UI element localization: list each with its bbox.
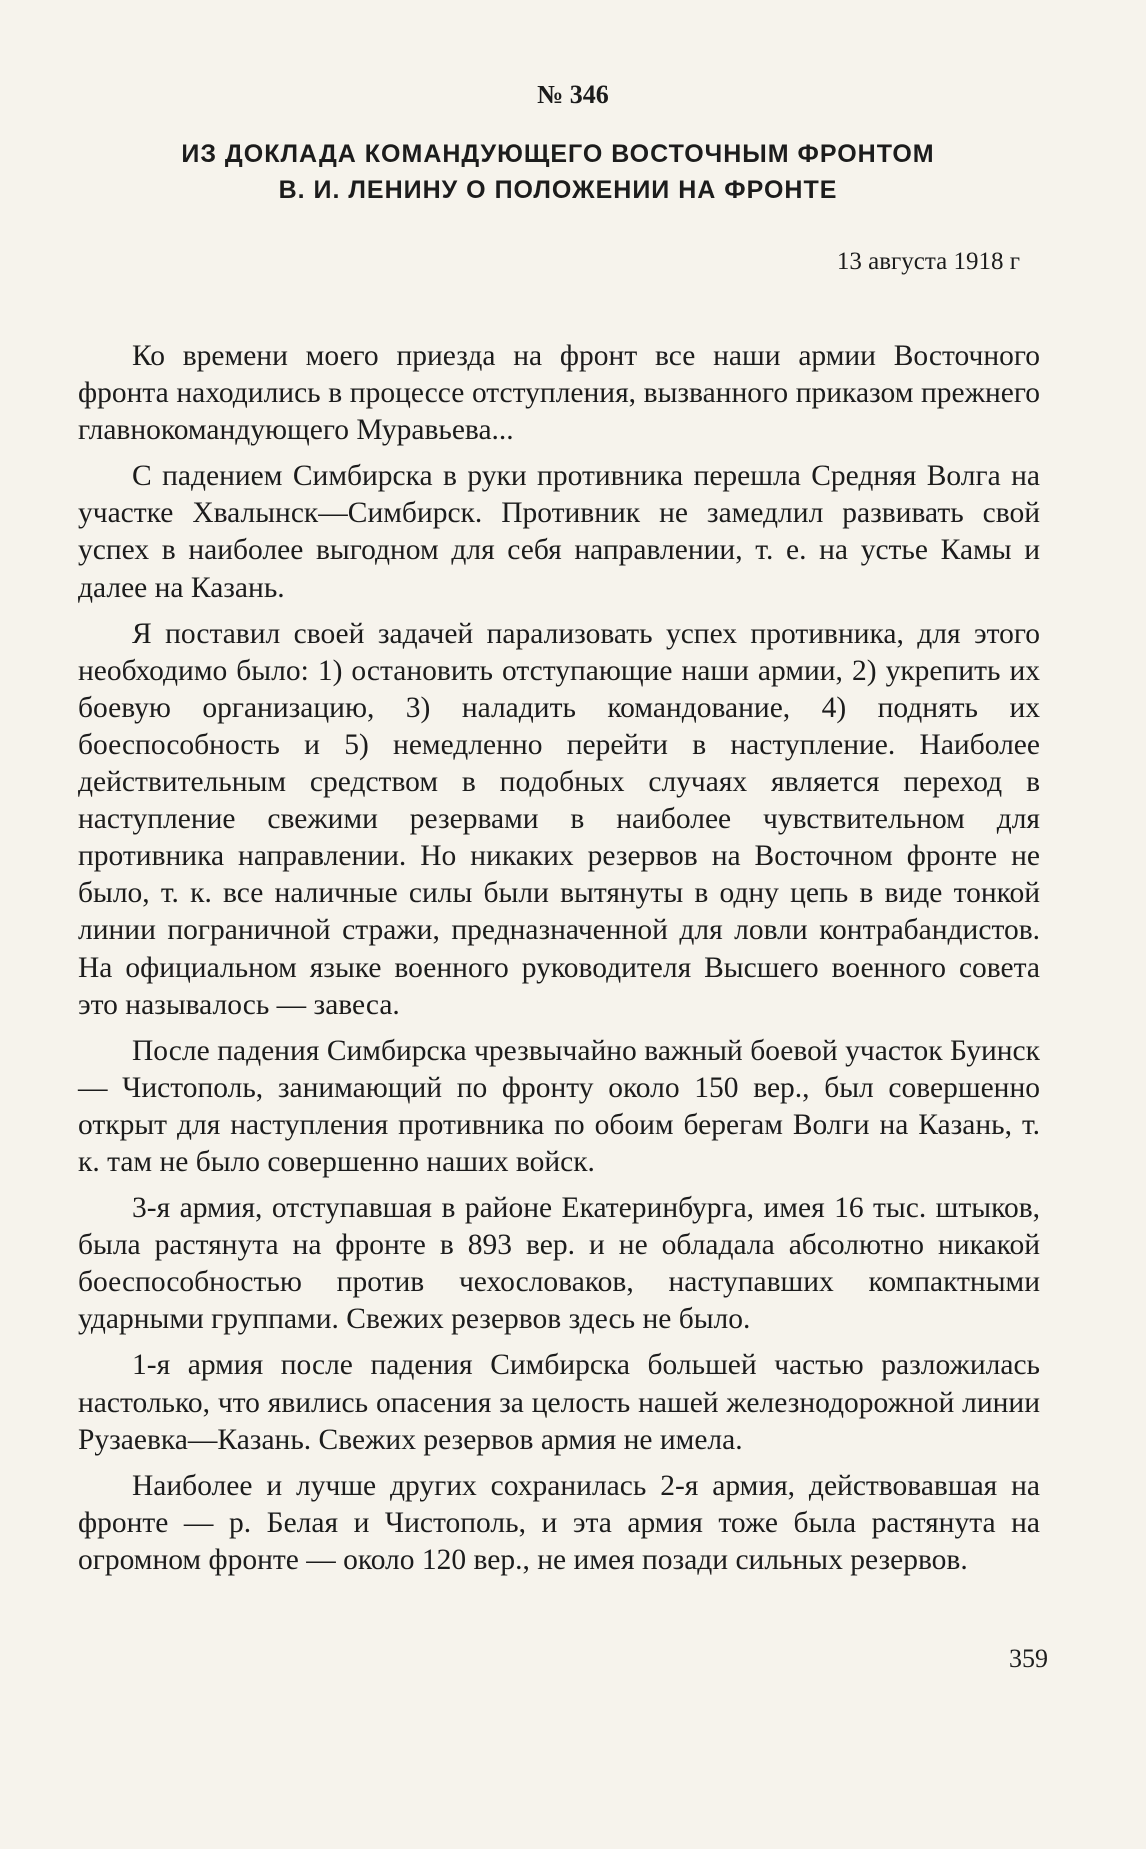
document-number: № 346	[537, 80, 609, 109]
document-date: 13 августа 1918 г	[836, 248, 1020, 275]
document-title	[60, 136, 1056, 208]
document-body	[78, 338, 1040, 1588]
title-line: ИЗ ДОКЛАДА КОМАНДУЮЩЕГО ВОСТОЧНЫМ ФРОНТОМ	[181, 140, 935, 168]
paragraph: 3-я армия, отступавшая в районе Екатеринбурга, имея 16 тыс. штыков, была растянута на фронте в 893 вер. и не обладала абсолютно никакой боеспособностью против чехословаков, наступавших компактными ударными группами. Свежих резервов здесь не было.	[78, 1192, 1040, 1336]
paragraph: 1-я армия после падения Симбирска большей частью разложилась настолько, что явились опасения за целость нашей железнодорожной линии Рузаевка—Казань. Свежих резервов армия не имела.	[78, 1349, 1040, 1456]
paragraph: Ко времени моего приезда на фронт все наши армии Восточного фронта находились в процессе отступления, вызванного приказом прежнего главнокомандующего Муравьева...	[78, 340, 1040, 447]
paragraph: Наиболее и лучше других сохранилась 2-я армия, действовавшая на фронте — р. Белая и Чистополь, и эта армия тоже была растянута на огромном фронте — около 120 вер., не имея позади сильных резервов.	[78, 1469, 1040, 1576]
paragraph: После падения Симбирска чрезвычайно важный боевой участок Буинск — Чистополь, занимающий по фронту около 150 вер., был совершенно открыт для наступления противника по обоим берегам Волги на Казань, т. к. там не было совершенно наших войск.	[78, 1034, 1040, 1178]
paragraph: С падением Симбирска в руки противника перешла Средняя Волга на участке Хвалынск—Симбирск. Противник не замедлил развивать свой успех в наиболее выгодном для себя направлении, т. е. на устье Камы и далее на Казань.	[78, 460, 1040, 604]
page-number: 359	[1009, 1644, 1048, 1673]
title-line: В. И. ЛЕНИНУ О ПОЛОЖЕНИИ НА ФРОНТЕ	[278, 176, 838, 204]
paragraph: Я поставил своей задачей парализовать успех противника, для этого необходимо было: 1) остановить отступающие наши армии, 2) укрепить их боевую организацию, 3) наладить командование, 4) поднять их боеспособность и 5) немедленно перейти в наступление. Наиболее действительным средством в подобных случаях является переход в наступление свежими резервами в наиболее чувствительном для противника направлении. Но никаких резервов на Восточном фронте не было, т. к. все наличные силы были вытянуты в одну цепь в виде тонкой линии пограничной стражи, предназначенной для ловли контрабандистов. На официальном языке военного руководителя Высшего военного совета это называлось — завеса.	[78, 617, 1040, 1021]
